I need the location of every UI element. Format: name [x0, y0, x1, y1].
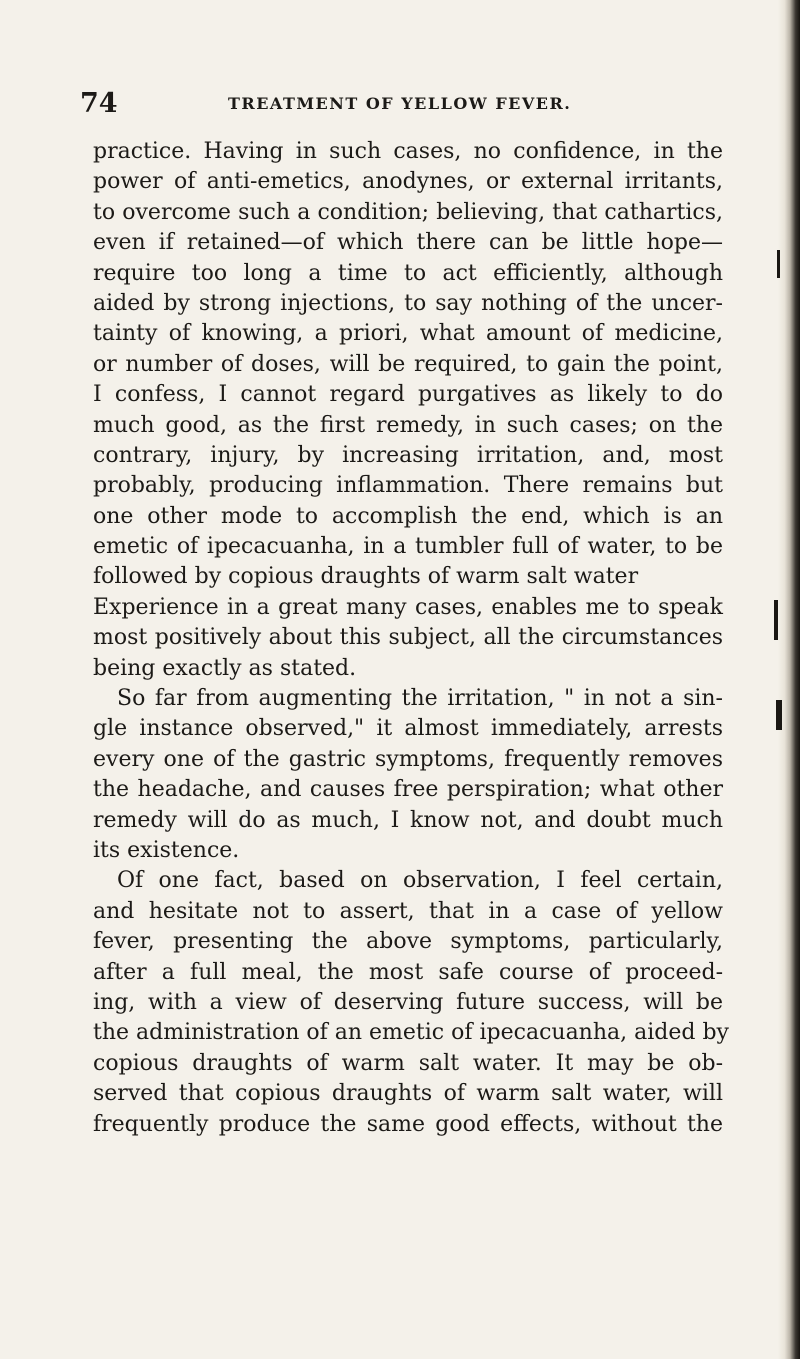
text-line: I confess, I cannot regard purgatives as likely to do — [93, 382, 723, 408]
text-line: after a full meal, the most safe course of proceed- — [93, 959, 723, 985]
text-line: served that copious draughts of warm salt water, will — [93, 1081, 723, 1107]
text-line: tainty of knowing, a priori, what amount of medicine, — [93, 321, 723, 347]
text-line: being exactly as stated. — [93, 655, 357, 681]
text-line: contrary, injury, by increasing irritation, and, most — [93, 442, 723, 468]
text-line: require too long a time to act efficiently, although — [93, 260, 723, 286]
text-line: or number of doses, will be required, to gain the point, — [93, 351, 723, 377]
text-line: followed by copious draughts of warm salt water — [93, 564, 639, 590]
text-line: Of one fact, based on observation, I feel certain, — [117, 868, 723, 894]
text-line: much good, as the first remedy, in such cases; on the — [93, 412, 723, 438]
page-header — [80, 88, 780, 118]
text-line: fever, presenting the above symptoms, particularly, — [93, 929, 723, 955]
text-line: Experience in a great many cases, enables me to speak — [93, 594, 723, 620]
text-line: probably, producing inflammation. There remains but — [93, 473, 723, 499]
page-edge-shadow — [778, 0, 800, 1359]
text-line: ing, with a view of deserving future success, will be — [93, 989, 723, 1015]
text-line: copious draughts of warm salt water. It may be ob- — [93, 1050, 723, 1076]
text-line: power of anti-emetics, anodynes, or external irritants, — [93, 169, 723, 195]
edge-mark — [776, 700, 782, 730]
text-line: practice. Having in such cases, no confidence, in the — [93, 139, 723, 164]
text-line: So far from augmenting the irritation, " in not a sin- — [117, 686, 723, 712]
text-line: one other mode to accomplish the end, which is an — [93, 503, 723, 529]
text-line: remedy will do as much, I know not, and doubt much — [93, 807, 723, 833]
running-title: TREATMENT OF YELLOW FEVER. — [228, 94, 572, 113]
text-line: gle instance observed," it almost immediately, arrests — [93, 716, 723, 742]
text-line: aided by strong injections, to say nothing of the uncer- — [93, 290, 723, 316]
text-line: the administration of an emetic of ipecacuanha, aided by — [93, 1020, 729, 1046]
text-line: and hesitate not to assert, that in a case of yellow — [93, 898, 723, 924]
edge-mark — [774, 600, 778, 640]
edge-mark — [777, 250, 780, 278]
text-line: the headache, and causes free perspiration; what other — [93, 777, 723, 803]
text-line: even if retained—of which there can be little hope— — [93, 230, 723, 256]
text-line: its existence. — [93, 837, 240, 863]
text-line: most positively about this subject, all the circumstances — [93, 625, 723, 651]
text-line: frequently produce the same good effects, without the — [93, 1111, 723, 1137]
body-text — [93, 137, 729, 1140]
text-line: to overcome such a condition; believing, that cathartics, — [93, 199, 723, 225]
text-line: emetic of ipecacuanha, in a tumbler full of water, to be — [93, 534, 723, 560]
page-number: 74 — [80, 88, 118, 119]
text-line: every one of the gastric symptoms, frequently removes — [93, 746, 723, 772]
